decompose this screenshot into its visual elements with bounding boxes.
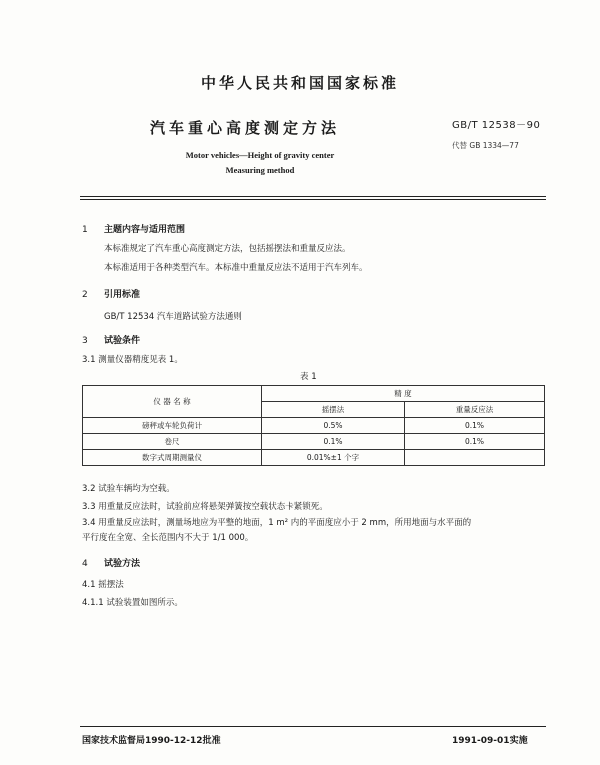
clause-3-4-line1: 3.4 用重量反应法时，测量场地应为平整的地面，1 m² 内的平面度应小于 2 mm，所用地面与水平面的 xyxy=(82,518,472,528)
section-3-heading xyxy=(82,333,140,346)
section-4-title: 试验方法 xyxy=(104,559,141,569)
document-title-cn: 汽车重心高度测定方法 xyxy=(150,119,341,137)
section-1-number: 1 xyxy=(82,225,88,235)
section-1-paragraph-1: 本标准规定了汽车重心高度测定方法，包括摇摆法和重量反应法。 xyxy=(104,244,351,254)
cell-swing: 0.5% xyxy=(262,418,405,434)
document-title-en-line1: Motor vehicles—Height of gravity center xyxy=(185,150,335,160)
cell-weight: 0.1% xyxy=(405,418,545,434)
footer-divider xyxy=(80,726,546,727)
section-2-title: 引用标准 xyxy=(104,290,141,300)
cell-instrument: 磅秤或车轮负荷计 xyxy=(83,418,262,434)
section-4-number: 4 xyxy=(82,559,88,569)
approval-line: 国家技术监督局1990-12-12批准 xyxy=(82,736,221,746)
implementation-date: 1991-09-01实施 xyxy=(452,736,528,746)
header-divider xyxy=(80,196,546,197)
cell-instrument: 卷尺 xyxy=(83,434,262,450)
cell-swing: 0.1% xyxy=(262,434,405,450)
section-1-title: 主题内容与适用范围 xyxy=(104,225,186,235)
section-4-heading xyxy=(82,556,140,569)
section-2-heading xyxy=(82,287,140,300)
clause-4-1: 4.1 摇摆法 xyxy=(82,580,124,590)
clause-4-1-1: 4.1.1 试验装置如图所示。 xyxy=(82,598,183,608)
section-2-paragraph-1: GB/T 12534 汽车道路试验方法通则 xyxy=(104,312,242,322)
table-caption: 表 1 xyxy=(300,372,317,382)
section-1-heading xyxy=(82,222,185,235)
section-2-number: 2 xyxy=(82,290,88,300)
table-row xyxy=(83,450,545,466)
standard-number: GB/T 12538－90 xyxy=(452,120,541,131)
col-header-weight: 重量反应法 xyxy=(405,402,545,418)
table-header-row xyxy=(83,386,545,402)
col-header-instrument: 仪 器 名 称 xyxy=(83,386,262,418)
precision-table xyxy=(82,385,545,466)
header-divider-double xyxy=(80,199,546,200)
section-1-paragraph-2: 本标准适用于各种类型汽车。本标准中重量反应法不适用于汽车列车。 xyxy=(104,263,368,273)
clause-3-2: 3.2 试验车辆均为空载。 xyxy=(82,484,175,494)
table-row xyxy=(83,434,545,450)
cell-weight xyxy=(405,450,545,466)
replaces-standard: 代替 GB 1334—77 xyxy=(452,141,519,150)
clause-3-1: 3.1 测量仪器精度见表 1。 xyxy=(82,355,183,365)
cell-instrument: 数字式周期测量仪 xyxy=(83,450,262,466)
national-standard-heading: 中华人民共和国国家标准 xyxy=(200,74,399,92)
section-3-number: 3 xyxy=(82,336,88,346)
clause-3-3: 3.3 用重量反应法时，试验前应将悬架弹簧按空载状态卡紧锁死。 xyxy=(82,502,328,512)
cell-swing: 0.01%±1 个字 xyxy=(262,450,405,466)
clause-3-4-line2: 平行度在全宽、全长范围内不大于 1/1 000。 xyxy=(82,533,254,543)
section-3-title: 试验条件 xyxy=(104,336,141,346)
document-title-en-line2: Measuring method xyxy=(225,165,295,175)
col-header-accuracy: 精 度 xyxy=(262,386,545,402)
table-row xyxy=(83,418,545,434)
col-header-swing: 摇摆法 xyxy=(262,402,405,418)
cell-weight: 0.1% xyxy=(405,434,545,450)
